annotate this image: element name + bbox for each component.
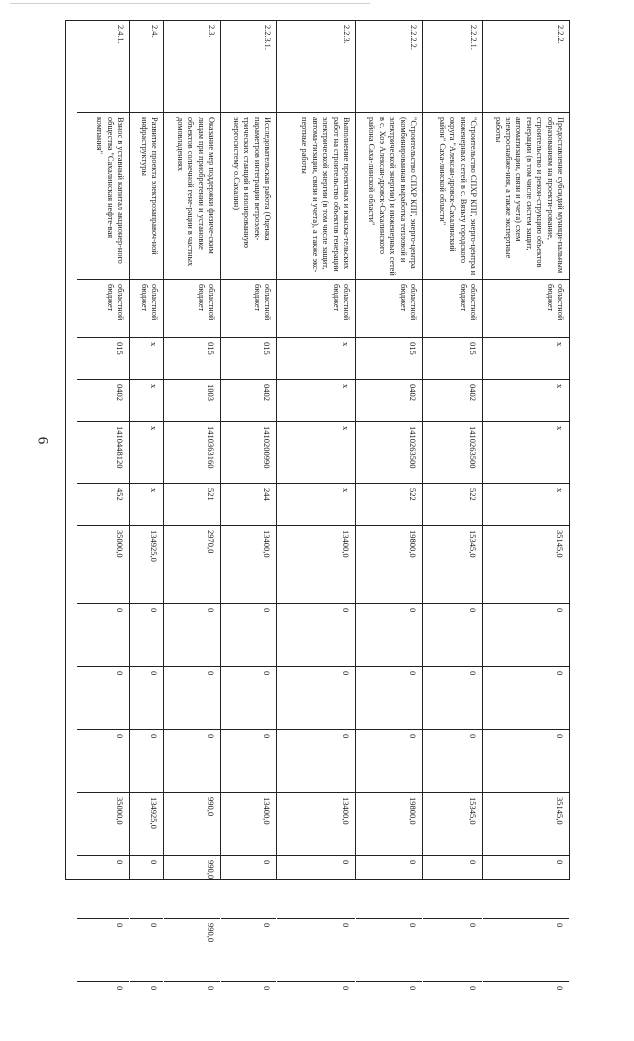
cell-vr: 244 bbox=[221, 484, 276, 526]
cell-y7: 0 bbox=[262, 986, 272, 991]
cell-y7: 0 bbox=[341, 986, 351, 991]
cell-y3: 0 bbox=[277, 730, 355, 793]
cell-rzpr: 0402 bbox=[423, 380, 482, 422]
cell-vr: 452 bbox=[77, 484, 129, 526]
cell-name: "Строительство СПХР КПГ, энерго-центра и инженерных сетей в с. Вязьту городского округа "Алексан-дровск-Сахалинский район" Саха-линской области" bbox=[423, 113, 482, 280]
cell-y4: 13400,0 bbox=[221, 793, 276, 856]
cell-rzpr: x bbox=[277, 380, 355, 422]
cell-rzpr: 1003 bbox=[164, 380, 220, 422]
cell-csr: x bbox=[130, 422, 163, 484]
cell-y4: 15345,0 bbox=[423, 793, 482, 856]
cell-source: областной бюджет bbox=[483, 280, 569, 338]
cell-y6: 0 bbox=[356, 919, 422, 982]
cell-y2: 0 bbox=[483, 667, 569, 730]
cell-name: Предоставление субсидий муници-пальным образованиям на проекти-рование, строительство и рекон-струкцию объектов генерации (в том числе систем защит, автоматизации, связи и учета) схем электроснабже-ния, а также экспертные работы bbox=[483, 113, 569, 280]
cell-y4: 990,0 bbox=[164, 793, 220, 856]
cell-no: 2.2.2.1. bbox=[423, 21, 482, 113]
cell-total: 35000,0 bbox=[77, 526, 129, 604]
cell-total: 134925,0 bbox=[130, 526, 163, 604]
cell-no: 2.4.1. bbox=[77, 21, 129, 113]
cell-y2: 0 bbox=[77, 667, 129, 730]
cell-grbs: 015 bbox=[221, 338, 276, 380]
cell-y5: 0 bbox=[77, 856, 129, 919]
cell-y6: 990,0 bbox=[164, 919, 220, 982]
cell-no: 2.2.2. bbox=[483, 21, 569, 113]
cell-source: областной бюджет bbox=[164, 280, 220, 338]
table-row bbox=[220, 21, 276, 991]
cell-grbs: 015 bbox=[356, 338, 422, 380]
cell-csr: x bbox=[277, 422, 355, 484]
cell-y3: 0 bbox=[221, 730, 276, 793]
cell-y1: 0 bbox=[277, 604, 355, 667]
cell-rzpr: x bbox=[130, 380, 163, 422]
cell-vr: x bbox=[483, 484, 569, 526]
cell-y2: 0 bbox=[423, 667, 482, 730]
table-row bbox=[422, 21, 482, 991]
cell-y1: 0 bbox=[164, 604, 220, 667]
cell-grbs: x bbox=[130, 338, 163, 380]
cell-source: областной бюджет bbox=[221, 280, 276, 338]
cell-csr: 1410263500 bbox=[423, 422, 482, 484]
cell-y3: 0 bbox=[356, 730, 422, 793]
cell-source: областной бюджет bbox=[423, 280, 482, 338]
cell-y6: 0 bbox=[77, 919, 129, 982]
cell-y7: 0 bbox=[115, 986, 125, 991]
cell-total: 35145,0 bbox=[483, 526, 569, 604]
cell-grbs: 015 bbox=[423, 338, 482, 380]
cell-csr: 1410263500 bbox=[356, 422, 422, 484]
cell-y5: 0 bbox=[221, 856, 276, 919]
table-row bbox=[77, 21, 129, 991]
cell-no: 2.2.2.2. bbox=[356, 21, 422, 113]
cell-total: 13400,0 bbox=[277, 526, 355, 604]
cell-no: 2.3. bbox=[164, 21, 220, 113]
cell-y2: 0 bbox=[164, 667, 220, 730]
cell-rzpr: 0402 bbox=[221, 380, 276, 422]
cell-csr: x bbox=[483, 422, 569, 484]
cell-y7: 0 bbox=[555, 986, 565, 991]
cell-name: Развитие проекта электрозаправоч-ной инфраструктуры bbox=[130, 113, 163, 280]
cell-y2: 0 bbox=[356, 667, 422, 730]
cell-vr: 521 bbox=[164, 484, 220, 526]
cell-y4: 35000,0 bbox=[77, 793, 129, 856]
cell-y1: 0 bbox=[423, 604, 482, 667]
cell-y7: 0 bbox=[408, 986, 418, 991]
cell-y7: 0 bbox=[468, 986, 478, 991]
cell-y4: 134925,0 bbox=[130, 793, 163, 856]
cell-y6: 0 bbox=[221, 919, 276, 982]
cell-no: 2.2.3.1. bbox=[221, 21, 276, 113]
cell-y3: 0 bbox=[77, 730, 129, 793]
cell-rzpr: x bbox=[483, 380, 569, 422]
cell-y7: 0 bbox=[206, 986, 216, 991]
cell-vr: 522 bbox=[423, 484, 482, 526]
cell-name: Выполнение проектных и изыска-тельских работ на строительство объектов генерации электрической энергии (в том числе защит, автома-тизации, связи и учета), а также экс-пертные работы bbox=[277, 113, 355, 280]
table-row bbox=[482, 21, 569, 991]
cell-y7: 0 bbox=[149, 986, 159, 991]
cell-name: Исследовательская работа (Оценка параметров интеграции ветроэлек-трических станций в изолированную энергосистему о.Сахалин) bbox=[221, 113, 276, 280]
page-number: 6 bbox=[34, 436, 51, 445]
cell-vr: x bbox=[277, 484, 355, 526]
cell-total: 2970,0 bbox=[164, 526, 220, 604]
cell-grbs: x bbox=[277, 338, 355, 380]
cell-rzpr: 0402 bbox=[77, 380, 129, 422]
cell-y2: 0 bbox=[130, 667, 163, 730]
table-area bbox=[65, 20, 570, 991]
cell-grbs: x bbox=[483, 338, 569, 380]
cell-y2: 0 bbox=[221, 667, 276, 730]
cell-vr: x bbox=[130, 484, 163, 526]
cell-y5: 0 bbox=[277, 856, 355, 919]
budget-table bbox=[65, 20, 570, 991]
cell-total: 15345,0 bbox=[423, 526, 482, 604]
cell-no: 2.2.3. bbox=[277, 21, 355, 113]
cell-y3: 0 bbox=[483, 730, 569, 793]
table-row bbox=[129, 21, 163, 991]
table-row bbox=[163, 21, 220, 991]
cell-source: областной бюджет bbox=[277, 280, 355, 338]
cell-csr: 1410448120 bbox=[77, 422, 129, 484]
cell-y3: 0 bbox=[423, 730, 482, 793]
cell-grbs: 015 bbox=[77, 338, 129, 380]
cell-y5: 0 bbox=[483, 856, 569, 919]
cell-y6: 0 bbox=[483, 919, 569, 982]
cell-y6: 0 bbox=[277, 919, 355, 982]
cell-csr: 1410363160 bbox=[164, 422, 220, 484]
cell-y1: 0 bbox=[356, 604, 422, 667]
cell-y1: 0 bbox=[130, 604, 163, 667]
cell-name: Оказание мер поддержки физиче-ским лицам при приобретении и установке объектов солнечной гене-рации в частных домовладениях bbox=[164, 113, 220, 280]
cell-y4: 19800,0 bbox=[356, 793, 422, 856]
cell-y5: 0 bbox=[423, 856, 482, 919]
cell-y5: 990,0 bbox=[164, 856, 220, 919]
cell-y4: 35145,0 bbox=[483, 793, 569, 856]
table-row bbox=[355, 21, 422, 991]
cell-y6: 0 bbox=[130, 919, 163, 982]
cell-y5: 0 bbox=[130, 856, 163, 919]
cell-y3: 0 bbox=[130, 730, 163, 793]
cell-y1: 0 bbox=[77, 604, 129, 667]
cell-y1: 0 bbox=[221, 604, 276, 667]
cell-no: 2.4. bbox=[130, 21, 163, 113]
cell-name: Взнос в уставный капитал акционер-ного общества "Сахалинская нефте-вая компания" bbox=[77, 113, 129, 280]
table-row bbox=[276, 21, 355, 991]
cell-source: областной бюджет bbox=[130, 280, 163, 338]
cell-source: областной бюджет bbox=[356, 280, 422, 338]
cell-y2: 0 bbox=[277, 667, 355, 730]
cell-vr: 522 bbox=[356, 484, 422, 526]
cell-grbs: 015 bbox=[164, 338, 220, 380]
cell-y5: 0 bbox=[356, 856, 422, 919]
scan-top-rule bbox=[10, 3, 370, 4]
cell-total: 13400,0 bbox=[221, 526, 276, 604]
cell-y4: 13400,0 bbox=[277, 793, 355, 856]
cell-y3: 0 bbox=[164, 730, 220, 793]
cell-y6: 0 bbox=[423, 919, 482, 982]
cell-source: областной бюджет bbox=[77, 280, 129, 338]
cell-y1: 0 bbox=[483, 604, 569, 667]
cell-name: "Строительство СПХР КПГ, энерго-центра (комбинированная выработка тепловой и электрической энергии) и инженерных сетей в с. Хоэ Алексан-дровск-Сахалинского района Саха-линской области" bbox=[356, 113, 422, 280]
cell-total: 19800,0 bbox=[356, 526, 422, 604]
cell-csr: 1410200990 bbox=[221, 422, 276, 484]
cell-rzpr: 0402 bbox=[356, 380, 422, 422]
